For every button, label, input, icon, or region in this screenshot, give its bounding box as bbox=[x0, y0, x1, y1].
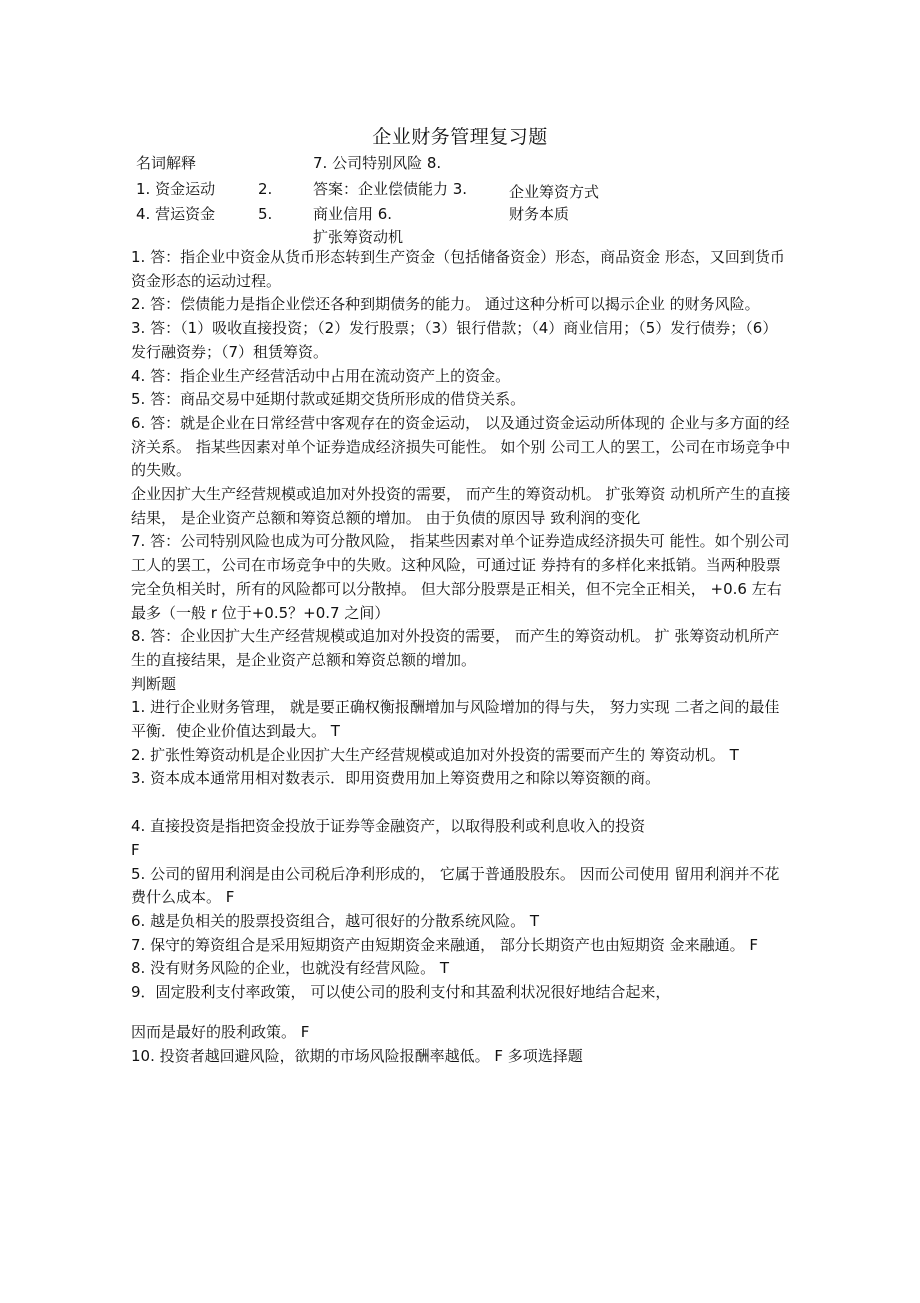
terms-item-4: 4. 营运资金 bbox=[136, 205, 216, 223]
terms-item-8-text: 扩张筹资动机 bbox=[313, 228, 404, 246]
judgement-section-label: 判断题 bbox=[131, 674, 177, 693]
judgement-item: 10. 投资者越回避风险，欲期的市场风险报酬率越低。 F 多项选择题 bbox=[131, 1046, 583, 1065]
terms-item-5-number: 5. bbox=[258, 205, 273, 223]
answer-paragraph: 5. 答：商品交易中延期付款或延期交货所形成的借贷关系。 bbox=[131, 390, 526, 409]
judgement-answer: F bbox=[131, 840, 140, 859]
terms-item-2-number: 2. bbox=[258, 180, 273, 198]
terms-section-label: 名词解释 bbox=[136, 154, 197, 172]
terms-item-6-text: 财务本质 bbox=[509, 205, 570, 223]
terms-item-2-3: 答案：企业偿债能力 3. bbox=[313, 180, 468, 198]
spacer bbox=[131, 791, 791, 815]
judgement-item: 5. 公司的留用利润是由公司税后净利形成的， 它属于普通股股东。 因而公司使用 留用利润并不花费什么成本。 F bbox=[131, 864, 780, 907]
answer-paragraph: 6. 答：就是企业在日常经营中客观存在的资金运动， 以及通过资金运动所体现的 企业与多方面的经济关系。 指某些因素对单个证券造成经济损失可能性。 如个别 公司工人的罢工，公司在市场竞争中的失败。 bbox=[131, 413, 791, 480]
page-title: 企业财务管理复习题 bbox=[372, 126, 548, 148]
answer-paragraph: 7. 答：公司特别风险也成为可分散风险， 指某些因素对单个证券造成经济损失可 能性。如个别公司工人的罢工，公司在市场竞争中的失败。这种风险，可通过证 券持有的多样化来抵销。当两种股票完全负相关时，所有的风险都可以分散掉。 但大部分股票是正相关，但不完全正相关， +0.6 左右最多（一般 r 位于+0.5？+0.7 之间） bbox=[131, 532, 790, 622]
judgement-item: 3. 资本成本通常用相对数表示．即用资费用加上筹资费用之和除以筹资额的商。 bbox=[131, 769, 661, 788]
answer-paragraph: 1. 答：指企业中资金从货币形态转到生产资金（包括储备资金）形态，商品资金 形态，又回到货币资金形态的运动过程。 bbox=[131, 248, 785, 290]
terms-item-3-text: 企业筹资方式 bbox=[509, 183, 600, 201]
judgement-item: 9．固定股利支付率政策， 可以使公司的股利支付和其盈利状况很好地结合起来， bbox=[131, 983, 671, 1002]
terms-item-1: 1. 资金运动 bbox=[136, 180, 216, 198]
terms-item-7-8: 7. 公司特别风险 8. bbox=[313, 154, 442, 172]
answer-paragraph: 2. 答：偿债能力是指企业偿还各种到期债务的能力。 通过这种分析可以揭示企业 的财务风险。 bbox=[131, 295, 760, 314]
spacer bbox=[131, 1005, 791, 1021]
answer-paragraph: 4. 答：指企业生产经营活动中占用在流动资产上的资金。 bbox=[131, 366, 511, 385]
judgement-item: 8. 没有财务风险的企业，也就没有经营风险。 T bbox=[131, 959, 450, 978]
judgement-item: 7. 保守的筹资组合是采用短期资产由短期资金来融通， 部分长期资产也由短期资 金来融通。 F bbox=[131, 935, 759, 954]
terms-item-5-6: 商业信用 6. bbox=[313, 205, 393, 223]
answer-paragraph: 8. 答：企业因扩大生产经营规模或追加对外投资的需要， 而产生的筹资动机。 扩 张筹资动机所产生的直接结果，是企业资产总额和筹资总额的增加。 bbox=[131, 627, 780, 669]
answer-paragraph: 3. 答：（1）吸收直接投资；（2）发行股票；（3）银行借款；（4）商业信用；（5）发行债券；（6）发行融资券；（7）租赁筹资。 bbox=[131, 319, 778, 361]
document-body bbox=[131, 246, 791, 1068]
judgement-item: 4. 直接投资是指把资金投放于证券等金融资产，以取得股利或利息收入的投资 bbox=[131, 817, 646, 836]
answer-paragraph: 企业因扩大生产经营规模或追加对外投资的需要， 而产生的筹资动机。 扩张筹资 动机所产生的直接结果， 是企业资产总额和筹资总额的增加。 由于负债的原因导 致利润的变化 bbox=[131, 485, 791, 527]
judgement-item: 6. 越是负相关的股票投资组合，越可很好的分散系统风险。 T bbox=[131, 911, 540, 930]
judgement-item: 因而是最好的股利政策。 F bbox=[131, 1022, 310, 1041]
judgement-item: 1. 进行企业财务管理， 就是要正确权衡报酬增加与风险增加的得与失， 努力实现 二者之间的最佳平衡．使企业价值达到最大。 T bbox=[131, 698, 780, 741]
judgement-item: 2. 扩张性筹资动机是企业因扩大生产经营规模或追加对外投资的需要而产生的 筹资动机。 T bbox=[131, 745, 739, 764]
